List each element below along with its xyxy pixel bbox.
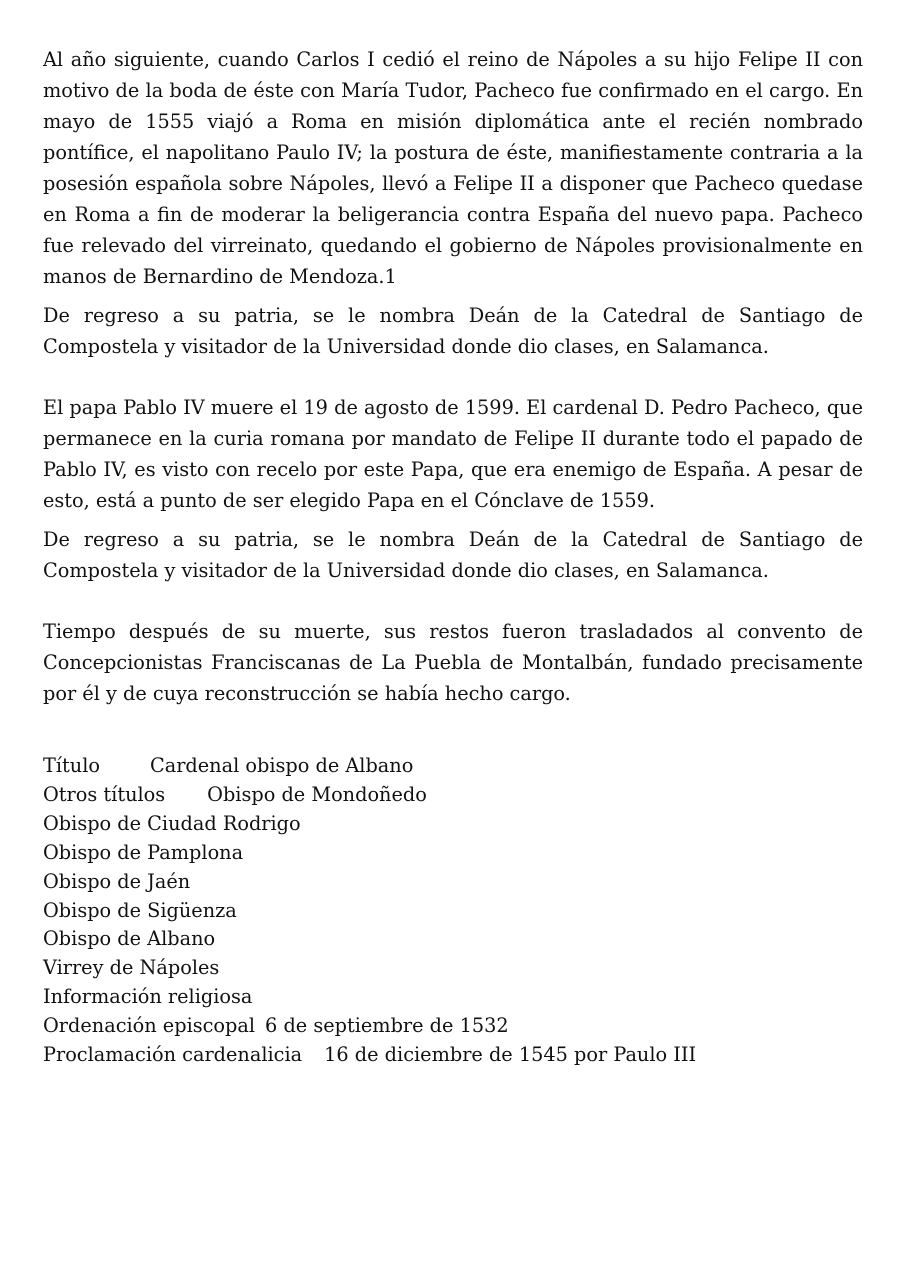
- infobox-list: [43, 752, 863, 1070]
- titulo-row: [43, 752, 863, 781]
- list-item: Obispo de Albano: [43, 927, 216, 951]
- paragraph-naples-viceroyalty: Al año siguiente, cuando Carlos I cedió el reino de Nápoles a su hijo Felipe II con motivo de la boda de éste con María Tudor, Pacheco fue confirmado en el cargo. En mayo de 1555 viajó a Roma en misión diplomática ante el recién nombrado pontífice, el napolitano Paulo IV; la postura de éste, manifiestamente contraria a la posesión española sobre Nápoles, llevó a Felipe II a disponer que Pacheco quedase en Roma a fin de moderar la beligerancia contra España del nuevo papa. Pacheco fue relevado del virreinato, quedando el gobierno de Nápoles provisionalmente en manos de Bernardino de Mendoza.1: [43, 48, 863, 288]
- list-item: Obispo de Jaén: [43, 869, 191, 893]
- titulo-label: Título: [43, 754, 100, 777]
- paragraph-conclave: El papa Pablo IV muere el 19 de agosto de 1599. El cardenal D. Pedro Pacheco, que permanece en la curia romana por mandato de Felipe II durante todo el papado de Pablo IV, es visto con recelo por este Papa, que era enemigo de España. A pesar de esto, está a punto de ser elegido Papa en el Cónclave de 1559.: [43, 396, 863, 512]
- ordenacion-label: Ordenación episcopal: [43, 1014, 256, 1038]
- proclamacion-row: [43, 1041, 863, 1070]
- otros-titulos-value: Obispo de Mondoñedo: [207, 782, 427, 806]
- titulo-value: Cardenal obispo de Albano: [149, 754, 414, 777]
- ordenacion-row: [43, 1012, 863, 1041]
- paragraph-remains: Tiempo después de su muerte, sus restos fueron trasladados al convento de Concepcionistas Franciscanas de La Puebla de Montalbán, fundado precisamente por él y de cuya reconstrucción se había hecho cargo.: [43, 620, 863, 705]
- otros-titulos-row: [43, 781, 863, 810]
- document-page: [43, 44, 863, 1070]
- proclamacion-value: 16 de diciembre de 1545 por Paulo III: [324, 1043, 697, 1067]
- list-item: Obispo de Pamplona: [43, 840, 244, 864]
- ordenacion-value: 6 de septiembre de 1532: [265, 1014, 509, 1038]
- list-item: Obispo de Sigüenza: [43, 898, 237, 922]
- paragraph-return-homeland: De regreso a su patria, se le nombra Deán de la Catedral de Santiago de Compostela y visitador de la Universidad donde dio clases, en Salamanca.: [43, 304, 863, 358]
- list-item: Información religiosa: [43, 985, 253, 1009]
- proclamacion-label: Proclamación cardenalicia: [43, 1043, 303, 1067]
- list-item: Obispo de Ciudad Rodrigo: [43, 811, 301, 835]
- list-item: Virrey de Nápoles: [43, 956, 220, 980]
- paragraph-return-homeland-repeat: De regreso a su patria, se le nombra Deán de la Catedral de Santiago de Compostela y visitador de la Universidad donde dio clases, en Salamanca.: [43, 528, 863, 582]
- otros-titulos-label: Otros títulos: [43, 782, 166, 806]
